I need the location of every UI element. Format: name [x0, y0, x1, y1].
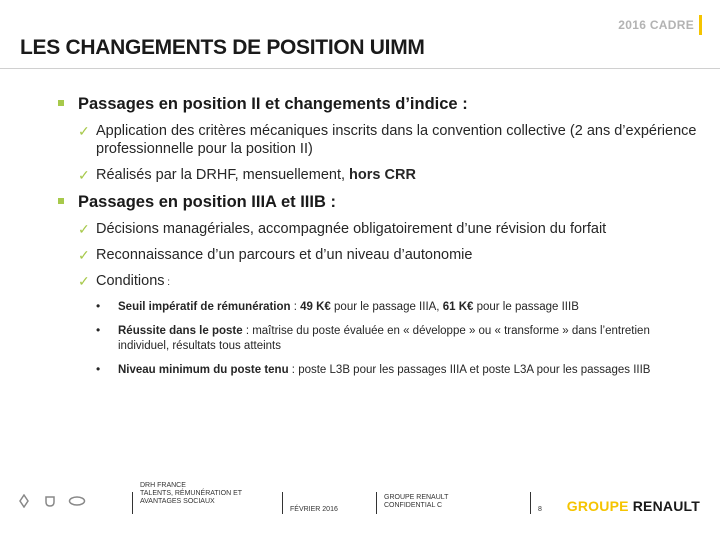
- checkmark-icon: ✓: [78, 167, 90, 183]
- checkmark-icon: ✓: [78, 123, 90, 139]
- footer-separator: [282, 492, 283, 514]
- brand-word-renault: RENAULT: [632, 498, 700, 514]
- edition-tag: 2016 CADRE: [618, 18, 694, 32]
- page-title: LES CHANGEMENTS DE POSITION UIMM: [20, 36, 425, 59]
- footer-separator: [132, 492, 133, 514]
- title-divider: [0, 68, 720, 69]
- footer-separator: [530, 492, 531, 514]
- condition-text: :: [290, 301, 301, 313]
- page-number: 8: [538, 506, 542, 513]
- section-heading-position-ii: [58, 94, 698, 114]
- slide-footer: [0, 482, 720, 522]
- tag-accent-bar: [699, 15, 702, 35]
- list-item-text: Conditions: [96, 273, 165, 289]
- section-heading-text: Passages en position IIIA et IIIB :: [78, 193, 336, 211]
- list-item-strong: hors CRR: [349, 167, 416, 183]
- footer-dept-line: AVANTAGES SOCIAUX: [140, 498, 215, 505]
- footer-dept-line: TALENTS, RÉMUNÉRATION ET: [140, 490, 243, 497]
- list-item-suffix: :: [164, 277, 171, 288]
- list-item-text: Application des critères mécaniques inscrits dans la convention collective (2 ans d’expérience professionnelle pour la position II): [96, 123, 697, 157]
- footer-company: [384, 494, 448, 510]
- condition-text: pour le passage IIIB: [473, 301, 579, 313]
- brand-word-groupe: GROUPE: [566, 498, 629, 514]
- condition-label: Niveau minimum du poste tenu: [118, 364, 289, 376]
- footer-company-line: GROUPE RENAULT: [384, 494, 449, 501]
- footer-company-line: CONFIDENTIAL C: [384, 502, 443, 509]
- condition-label: Réussite dans le poste: [118, 325, 243, 337]
- checkmark-icon: ✓: [78, 247, 90, 263]
- square-bullet-icon: [58, 198, 64, 204]
- condition-text: pour le passage IIIA,: [330, 301, 443, 313]
- list-item-text: Réalisés par la DRHF, mensuellement,: [96, 167, 350, 183]
- renault-logo-icon: [16, 494, 32, 508]
- list-item: [58, 166, 698, 184]
- bullet-dot-icon: •: [96, 362, 101, 376]
- footer-dept-line: DRH FRANCE: [140, 482, 186, 489]
- list-item: [58, 272, 698, 292]
- list-item: [58, 220, 698, 238]
- dacia-logo-icon: [42, 494, 58, 508]
- list-item-text: Reconnaissance d’un parcours et d’un niveau d’autonomie: [96, 247, 473, 263]
- slide-content: [58, 94, 698, 387]
- condition-item: [58, 363, 698, 378]
- bullet-dot-icon: •: [96, 323, 101, 337]
- footer-separator: [376, 492, 377, 514]
- footer-date: FÉVRIER 2016: [290, 506, 338, 513]
- condition-item: [58, 324, 698, 354]
- condition-item: [58, 300, 698, 315]
- condition-value: 49 K€: [300, 301, 331, 313]
- brand-logos: [16, 494, 84, 508]
- list-item-text: Décisions managériales, accompagnée obligatoirement d’une révision du forfait: [96, 221, 607, 237]
- checkmark-icon: ✓: [78, 221, 90, 237]
- condition-text: : poste L3B pour les passages IIIA et poste L3A pour les passages IIIB: [288, 364, 651, 376]
- list-item: [58, 246, 698, 264]
- checkmark-icon: ✓: [78, 273, 90, 289]
- list-item: [58, 122, 698, 158]
- groupe-renault-logo: [567, 498, 700, 514]
- bullet-dot-icon: •: [96, 299, 101, 313]
- condition-label: Seuil impératif de rémunération: [118, 301, 291, 313]
- footer-department: [140, 482, 242, 506]
- samsung-logo-icon: [68, 494, 84, 508]
- section-heading-text: Passages en position II et changements d’indice :: [78, 95, 468, 113]
- square-bullet-icon: [58, 100, 64, 106]
- section-heading-position-iii: [58, 192, 698, 212]
- condition-value: 61 K€: [442, 301, 474, 313]
- condition-text: : maîtrise du poste évaluée en « développe » ou « transforme » dans l’entretien individuel, résultats tous atteints: [118, 325, 650, 352]
